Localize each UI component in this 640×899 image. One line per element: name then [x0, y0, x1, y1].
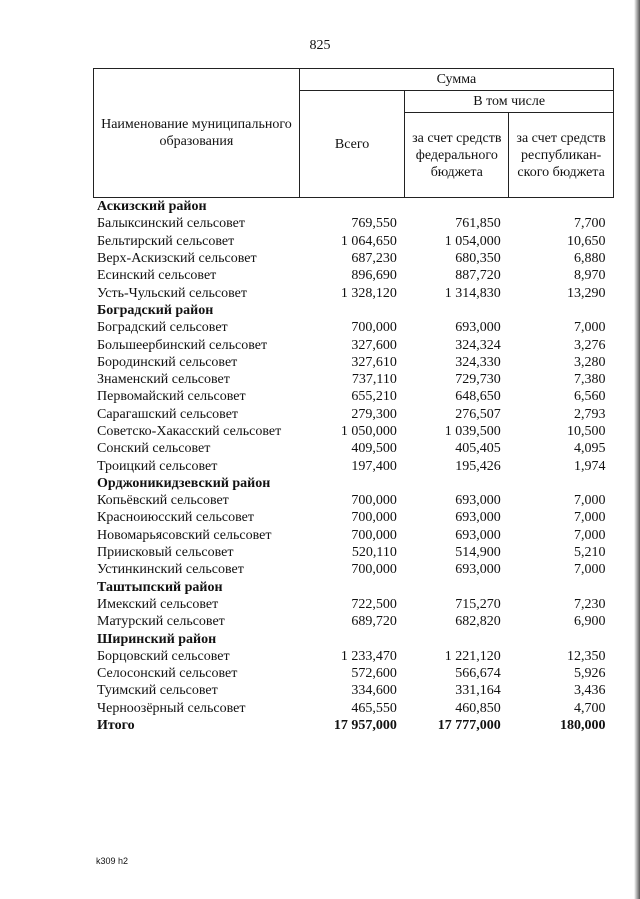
republic-value: 6,560: [574, 389, 606, 405]
district-name: Боградский район: [97, 302, 214, 318]
municipality-name: Красноиюсский сельсовет: [97, 510, 254, 526]
federal-value: 566,674: [455, 666, 501, 682]
scan-edge-shadow: [634, 0, 640, 899]
municipality-name: Матурский сельсовет: [97, 614, 225, 630]
table-row: [94, 388, 614, 405]
federal-value: 331,164: [455, 683, 501, 699]
table-row: [94, 440, 614, 457]
table-row: [94, 319, 614, 336]
municipality-name: Верх-Аскизский сельсовет: [97, 251, 257, 267]
table-header: [94, 69, 614, 198]
table-row: [94, 250, 614, 267]
republic-value: 5,210: [574, 545, 606, 561]
federal-value: 715,270: [455, 596, 501, 612]
municipality-name: Первомайский сельсовет: [97, 389, 246, 405]
table-row: [94, 406, 614, 423]
municipality-name: Большеербинский сельсовет: [97, 337, 268, 353]
municipality-name: Бельтирский сельсовет: [97, 233, 235, 249]
header-sum: Сумма: [299, 69, 613, 91]
municipality-name: Советско-Хакасский сельсовет: [97, 424, 282, 439]
table-row: [94, 509, 614, 526]
header-federal: за счет средств федерального бюджета: [405, 113, 509, 198]
total-value: 700,000: [351, 527, 397, 543]
total-value: 520,110: [351, 545, 397, 561]
total-value: 465,550: [351, 700, 397, 716]
page-number: 825: [309, 38, 331, 53]
district-row: [94, 579, 614, 596]
table-row: [94, 648, 614, 665]
municipality-name: Имекский сельсовет: [97, 596, 219, 612]
header-including: В том числе: [405, 91, 614, 113]
table-row: [94, 336, 614, 353]
republic-value: 13,290: [567, 285, 606, 301]
total-value: 655,210: [351, 389, 397, 405]
municipality-name: Туимский сельсовет: [97, 683, 218, 699]
table-row: [94, 215, 614, 232]
table-row: [94, 233, 614, 250]
header-republic: за счет средств республикан-ского бюджета: [509, 113, 614, 198]
table-row: [94, 613, 614, 630]
federal-value: 648,650: [455, 389, 501, 405]
republic-value: 7,000: [574, 493, 606, 509]
federal-value: 1 039,500: [444, 424, 501, 439]
republic-value: 2,793: [574, 406, 606, 422]
header-total: Всего: [299, 91, 405, 198]
municipality-name: Копьёвский сельсовет: [97, 493, 229, 509]
table-row: [94, 371, 614, 388]
federal-value: 680,350: [455, 251, 501, 267]
footer-code: k309 h2: [96, 856, 129, 866]
total-value: 700,000: [351, 320, 397, 336]
total-value: 737,110: [351, 372, 397, 388]
federal-value: 1 054,000: [444, 233, 501, 249]
table-body: [94, 198, 614, 735]
table-row: [94, 544, 614, 561]
total-value: 572,600: [351, 666, 397, 682]
federal-value: 514,900: [455, 545, 501, 561]
federal-value: 276,507: [455, 406, 501, 422]
total-value: 896,690: [351, 268, 397, 284]
grand-republic-value: 180,000: [560, 718, 606, 734]
total-value: 1 233,470: [340, 648, 397, 664]
total-value: 409,500: [351, 441, 397, 457]
table-row: [94, 665, 614, 682]
table-row: [94, 492, 614, 509]
republic-value: 10,500: [567, 424, 606, 439]
federal-value: 729,730: [455, 372, 501, 388]
table-row: [94, 354, 614, 371]
district-name: Аскизский район: [97, 199, 207, 215]
table-row: [94, 561, 614, 578]
federal-value: 693,000: [455, 510, 501, 526]
municipality-name: Есинский сельсовет: [97, 268, 217, 284]
subsidy-table: [93, 68, 614, 734]
republic-value: 12,350: [567, 648, 606, 664]
total-value: 1 064,650: [340, 233, 397, 249]
municipality-name: Борцовский сельсовет: [97, 648, 230, 664]
republic-value: 3,276: [574, 337, 606, 353]
district-row: [94, 302, 614, 319]
federal-value: 405,405: [455, 441, 501, 457]
total-value: 700,000: [351, 493, 397, 509]
republic-value: 6,900: [574, 614, 606, 630]
federal-value: 682,820: [455, 614, 501, 630]
municipality-name: Сонский сельсовет: [97, 441, 211, 457]
municipality-name: Знаменский сельсовет: [97, 372, 230, 388]
district-row: [94, 475, 614, 492]
total-value: 279,300: [351, 406, 397, 422]
republic-value: 4,700: [574, 700, 606, 716]
municipality-name: Боградский сельсовет: [97, 320, 228, 336]
total-label: Итого: [97, 718, 135, 734]
district-name: Ширинский район: [97, 631, 217, 647]
total-value: 1 328,120: [340, 285, 397, 301]
total-value: 197,400: [351, 458, 397, 474]
table-row: [94, 527, 614, 544]
table-row: [94, 284, 614, 301]
municipality-name: Усть-Чульский сельсовет: [97, 285, 248, 301]
federal-value: 1 221,120: [444, 648, 501, 664]
municipality-name: Черноозёрный сельсовет: [97, 700, 246, 716]
federal-value: 195,426: [455, 458, 501, 474]
municipality-name: Приисковый сельсовет: [97, 545, 234, 561]
federal-value: 460,850: [455, 700, 501, 716]
republic-value: 7,000: [574, 562, 606, 578]
republic-value: 6,880: [574, 251, 606, 267]
municipality-name: Троицкий сельсовет: [97, 458, 218, 474]
republic-value: 4,095: [574, 441, 606, 457]
federal-value: 324,324: [455, 337, 501, 353]
republic-value: 1,974: [574, 458, 606, 474]
federal-value: 761,850: [455, 216, 501, 232]
total-value: 769,550: [351, 216, 397, 232]
municipality-name: Бородинский сельсовет: [97, 354, 238, 370]
federal-value: 693,000: [455, 493, 501, 509]
total-value: 1 050,000: [340, 424, 397, 439]
municipality-name: Балыксинский сельсовет: [97, 216, 245, 232]
federal-value: 324,330: [455, 354, 501, 370]
table-row: [94, 457, 614, 474]
district-name: Таштыпский район: [97, 579, 223, 595]
table-row: [94, 596, 614, 613]
republic-value: 3,436: [574, 683, 606, 699]
republic-value: 7,380: [574, 372, 606, 388]
grand-total-value: 17 957,000: [333, 718, 397, 734]
table-row: [94, 423, 614, 440]
republic-value: 3,280: [574, 354, 606, 370]
republic-value: 8,970: [574, 268, 606, 284]
republic-value: 10,650: [567, 233, 606, 249]
municipality-name: Селосонский сельсовет: [97, 666, 238, 682]
total-value: 327,600: [351, 337, 397, 353]
total-value: 334,600: [351, 683, 397, 699]
republic-value: 7,000: [574, 320, 606, 336]
republic-value: 7,000: [574, 527, 606, 543]
table-row: [94, 267, 614, 284]
federal-value: 693,000: [455, 527, 501, 543]
municipality-name: Новомарьясовский сельсовет: [97, 527, 272, 543]
federal-value: 887,720: [455, 268, 501, 284]
federal-value: 693,000: [455, 320, 501, 336]
total-value: 722,500: [351, 596, 397, 612]
republic-value: 7,700: [574, 216, 606, 232]
total-value: 700,000: [351, 510, 397, 526]
total-value: 689,720: [351, 614, 397, 630]
municipality-name: Сарагашский сельсовет: [97, 406, 239, 422]
republic-value: 7,000: [574, 510, 606, 526]
grand-federal-value: 17 777,000: [437, 718, 501, 734]
district-row: [94, 198, 614, 216]
table-row: [94, 700, 614, 717]
district-name: Орджоникидзевский район: [97, 475, 271, 491]
federal-value: 693,000: [455, 562, 501, 578]
republic-value: 5,926: [574, 666, 606, 682]
total-row: [94, 717, 614, 734]
total-value: 327,610: [351, 354, 397, 370]
table-row: [94, 682, 614, 699]
republic-value: 7,230: [574, 596, 606, 612]
federal-value: 1 314,830: [444, 285, 501, 301]
municipality-name: Устинкинский сельсовет: [97, 562, 244, 578]
district-row: [94, 630, 614, 647]
total-value: 687,230: [351, 251, 397, 267]
header-name: Наименование муниципального образования: [94, 69, 300, 198]
total-value: 700,000: [351, 562, 397, 578]
